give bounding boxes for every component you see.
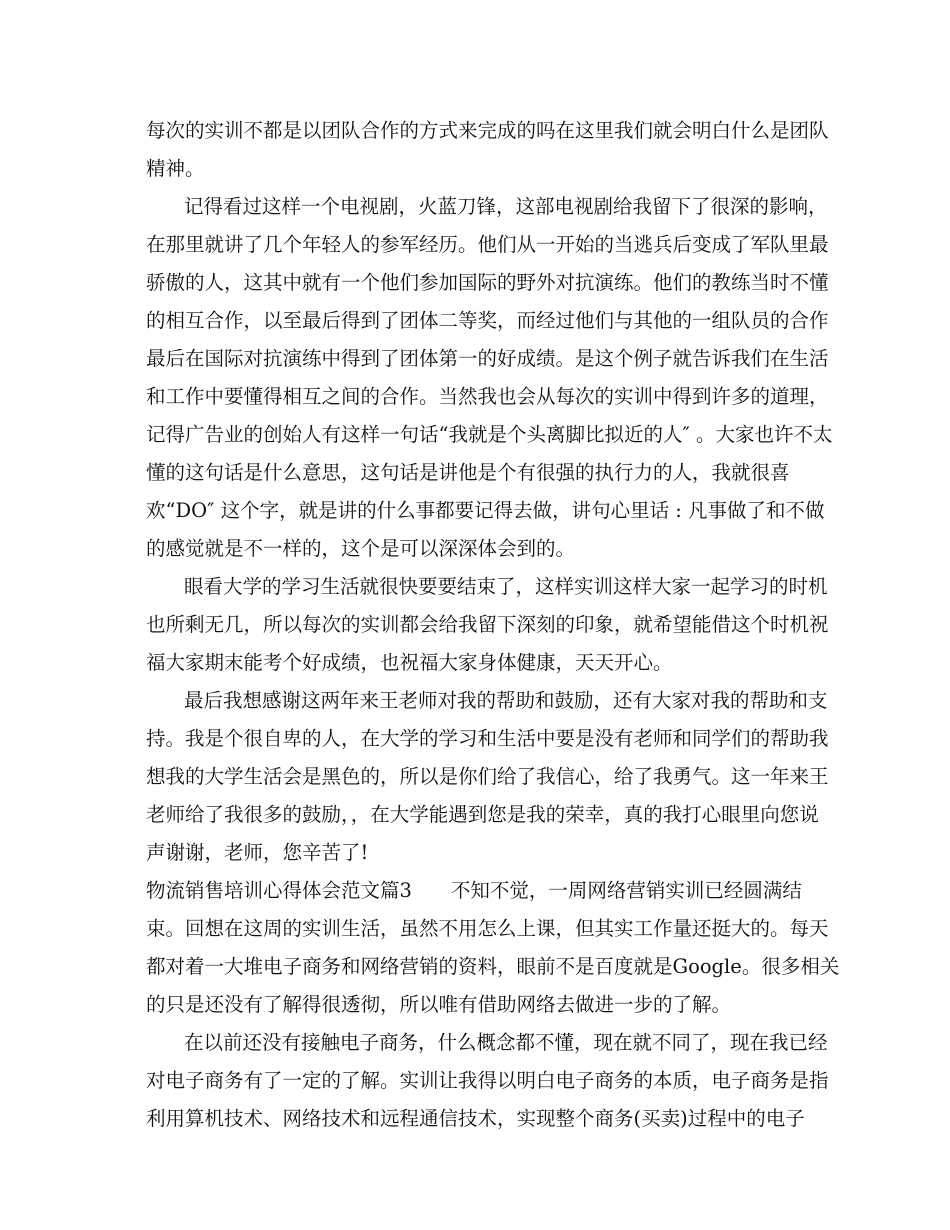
text-line: 记得广告业的创始人有这样一句话“我就是个头离脚比拟近的人″ 。大家也许不太 xyxy=(146,423,833,446)
text-line: 都对着一大堆电子商务和网络营销的资料，眼前不是百度就是Google。很多相关 xyxy=(146,955,840,978)
text-line: 骄傲的人，这其中就有一个他们参加国际的野外对抗演练。他们的教练当时不懂 xyxy=(146,271,829,294)
text-line: 眼看大学的学习生活就很快要要结束了，这样实训这样大家一起学习的时机 xyxy=(184,575,828,598)
text-line: 最后我想感谢这两年来王老师对我的帮助和鼓励，还有大家对我的帮助和支 xyxy=(184,689,828,712)
section-heading-line: 物流销售培训心得体会范文篇3 不知不觉，一周网络营销实训已经圆满结 xyxy=(146,879,802,902)
text-line: 的感觉就是不一样的，这个是可以深深体会到的。 xyxy=(146,537,576,560)
text-line: 的只是还没有了解得很透彻，所以唯有借助网络去做进一步的了解。 xyxy=(146,993,732,1016)
text-line: 每次的实训不都是以团队合作的方式来完成的吗在这里我们就会明白什么是团队 xyxy=(146,119,829,142)
text-line: 也所剩无几，所以每次的实训都会给我留下深刻的印象，就希望能借这个时机祝 xyxy=(146,613,829,636)
document-body xyxy=(146,112,840,1138)
text-line: 利用算机技术、网络技术和远程通信技术，实现整个商务(买卖)过程中的电子 xyxy=(146,1107,805,1130)
text-line: 在那里就讲了几个年轻人的参军经历。他们从一开始的当逃兵后变成了军队里最 xyxy=(146,233,829,256)
text-line: 老师给了我很多的鼓励，，在大学能遇到您是我的荣幸，真的我打心眼里向您说 xyxy=(146,803,819,826)
text-line: 欢“DO″ 这个字，就是讲的什么事都要记得去做，讲句心里话 : 凡事做了和不做 xyxy=(146,499,825,522)
text-line: 的相互合作，以至最后得到了团体二等奖，而经过他们与其他的一组队员的合作 xyxy=(146,309,829,332)
text-line: 声谢谢，老师，您辛苦了! xyxy=(146,841,369,864)
text-line: 和工作中要懂得相互之间的合作。当然我也会从每次的实训中得到许多的道理， xyxy=(146,385,829,408)
text-line: 对电子商务有了一定的了解。实训让我得以明白电子商务的本质，电子商务是指 xyxy=(146,1069,829,1092)
text-line: 记得看过这样一个电视剧，火蓝刀锋，这部电视剧给我留下了很深的影响， xyxy=(184,195,828,218)
text-line: 在以前还没有接触电子商务，什么概念都不懂，现在就不同了，现在我已经 xyxy=(184,1031,828,1054)
text-line: 福大家期末能考个好成绩，也祝福大家身体健康，天天开心。 xyxy=(146,651,673,674)
text-line: 最后在国际对抗演练中得到了团体第一的好成绩。是这个例子就告诉我们在生活 xyxy=(146,347,829,370)
text-line: 想我的大学生活会是黑色的，所以是你们给了我信心，给了我勇气。这一年来王 xyxy=(146,765,829,788)
text-line: 精神。 xyxy=(146,157,205,180)
text-line: 持。我是个很自卑的人，在大学的学习和生活中要是没有老师和同学们的帮助我 xyxy=(146,727,829,750)
text-line: 束。回想在这周的实训生活，虽然不用怎么上课，但其实工作量还挺大的。每天 xyxy=(146,917,829,940)
text-line: 懂的这句话是什么意思，这句话是讲他是个有很强的执行力的人，我就很喜 xyxy=(146,461,790,484)
